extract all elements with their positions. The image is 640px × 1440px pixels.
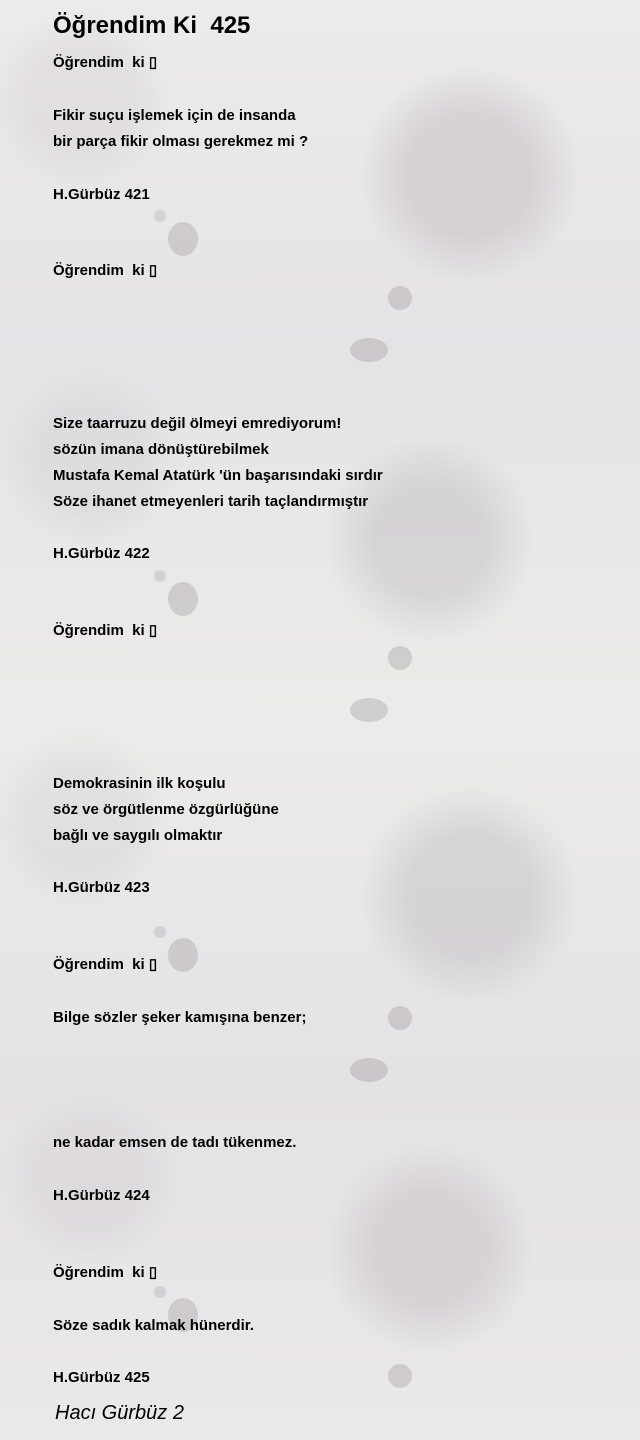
poem-line: Bilge sözler şeker kamışına benzer; [53,1009,307,1026]
poem-line: Öğrendim ki ▯ [53,622,158,639]
poem-line: sözün imana dönüştürebilmek [53,441,269,458]
poem-line: bağlı ve saygılı olmaktır [53,827,223,844]
poem-signature: H.Gürbüz 421 [53,186,150,203]
poem-line: Söze ihanet etmeyenleri tarih taçlandırmıştır [53,493,369,510]
poem-signature: H.Gürbüz 423 [53,879,150,896]
poem-signature: H.Gürbüz 422 [53,545,150,562]
poem-line: Demokrasinin ilk koşulu [53,775,226,792]
poem-line: Fikir suçu işlemek için de insanda [53,107,296,124]
poem-line: Mustafa Kemal Atatürk 'ün başarısındaki sırdır [53,467,383,484]
poem-signature: H.Gürbüz 425 [53,1369,150,1386]
poem-line: ne kadar emsen de tadı tükenmez. [53,1134,297,1151]
poem-line: Öğrendim ki ▯ [53,262,158,279]
poem-line: Size taarruzu değil ölmeyi emrediyorum! [53,415,342,432]
poem-signature: H.Gürbüz 424 [53,1187,150,1204]
author-name: Hacı Gürbüz 2 [55,1402,184,1424]
poem-line: söz ve örgütlenme özgürlüğüne [53,801,279,818]
poem-title: Öğrendim Ki 425 [53,12,251,39]
poem-line: Öğrendim ki ▯ [53,1264,158,1281]
poem-line: Öğrendim ki ▯ [53,54,158,71]
poem-line: bir parça fikir olması gerekmez mi ? [53,133,309,150]
poem-line: Söze sadık kalmak hünerdir. [53,1317,254,1334]
poem-line: Öğrendim ki ▯ [53,956,158,973]
